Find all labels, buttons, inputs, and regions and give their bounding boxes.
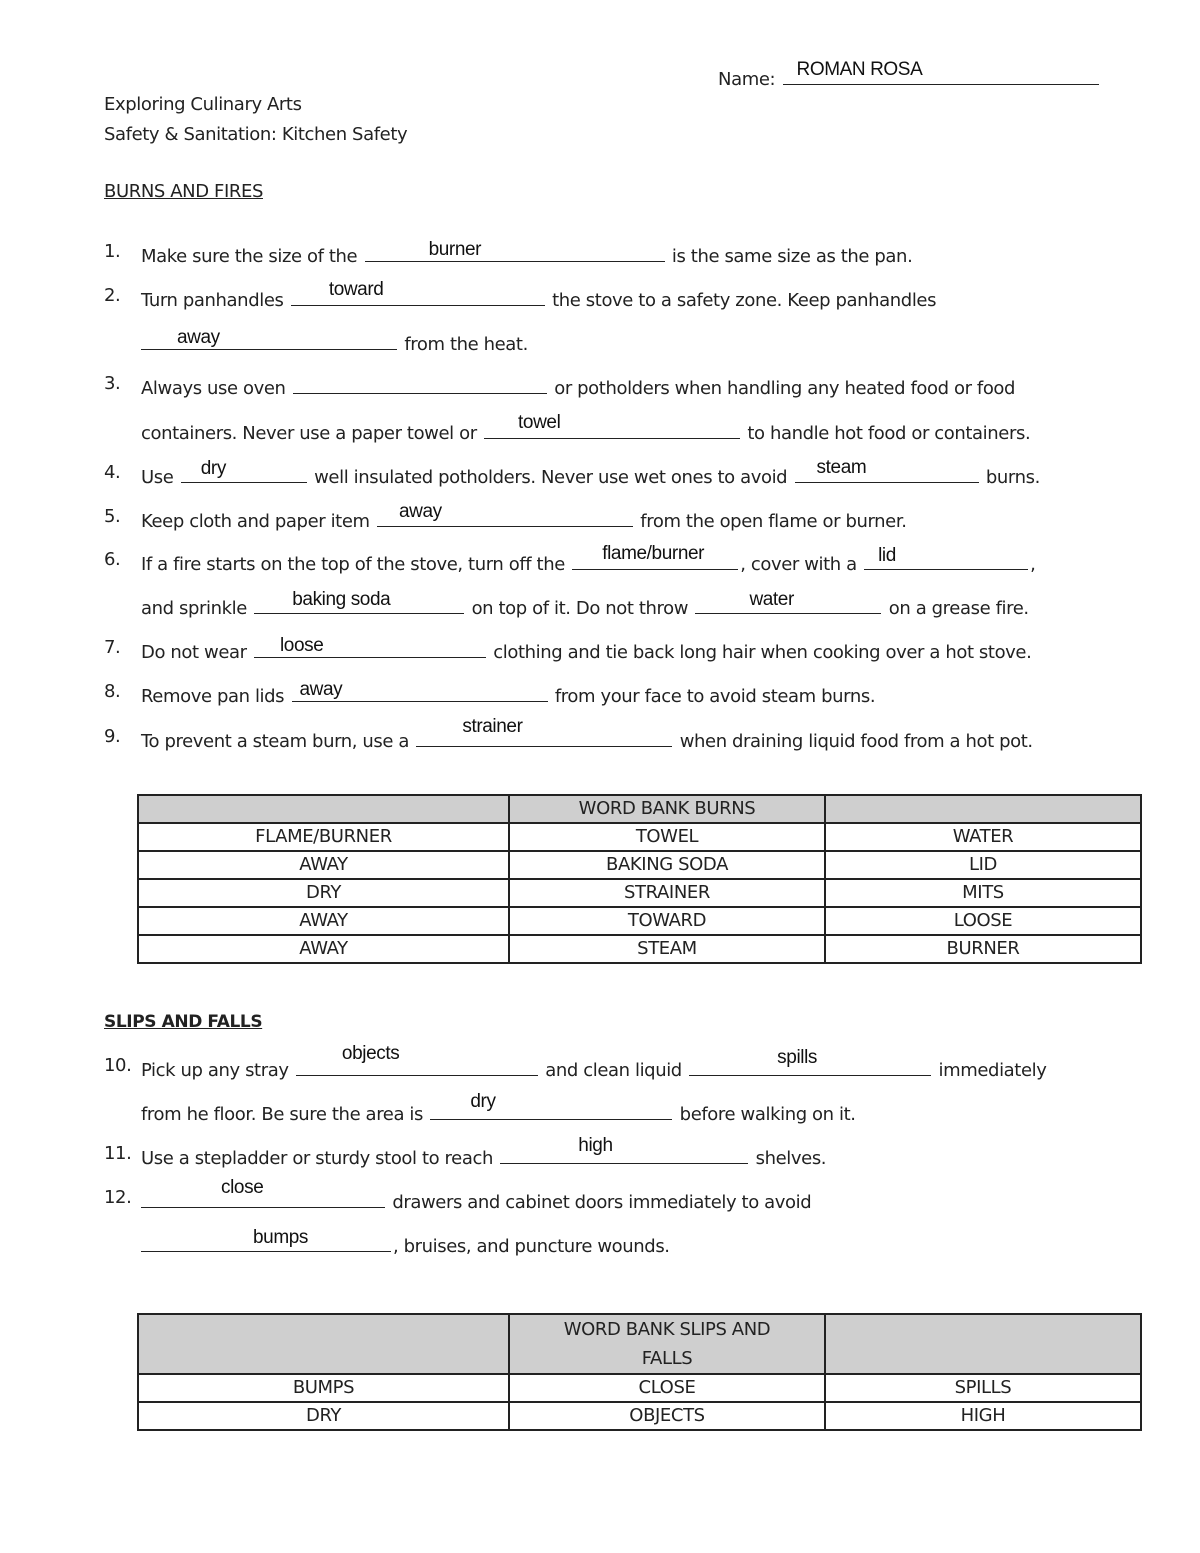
name-row (718, 59, 1101, 90)
q12-text-a: drawers and cabinet doors immediately to avoid (392, 1192, 812, 1213)
table-cell: DRY (138, 1402, 509, 1430)
table-cell: BURNER (825, 935, 1141, 963)
q10-blank-2[interactable] (689, 1047, 931, 1076)
burns-heading: BURNS AND FIRES (104, 181, 263, 202)
word-bank-slips-title (509, 1314, 825, 1374)
q7-text-a: Do not wear (141, 642, 247, 663)
q4-text-c: burns. (985, 467, 1040, 488)
q6-blank-4[interactable] (695, 589, 881, 614)
table-row (138, 1374, 1141, 1402)
q3-text-b: or potholders when handling any heated food or food (554, 378, 1016, 399)
header-cell-empty (138, 795, 509, 823)
q4-answer-2: steam (816, 457, 867, 478)
q5-blank[interactable] (377, 501, 633, 527)
q12-number: 12. (104, 1187, 132, 1208)
q12-answer-2: bumps (253, 1227, 309, 1248)
name-field[interactable] (783, 59, 1099, 85)
q8-number: 8. (104, 681, 121, 702)
q5-text-a: Keep cloth and paper item (141, 511, 370, 532)
q10-text-a: Pick up any stray (141, 1060, 289, 1081)
q11-text-a: Use a stepladder or sturdy stool to reach (141, 1148, 493, 1169)
q10-answer-2: spills (777, 1047, 818, 1068)
table-row (138, 907, 1141, 935)
q12-blank-2[interactable] (141, 1227, 391, 1252)
table-cell: AWAY (138, 851, 509, 879)
question-5 (141, 501, 907, 532)
question-4 (141, 457, 1040, 488)
q1-text-b: is the same size as the pan. (671, 246, 913, 267)
q7-blank[interactable] (254, 637, 486, 658)
table-cell: AWAY (138, 907, 509, 935)
table-cell: TOWEL (509, 823, 825, 851)
q4-answer-1: dry (200, 458, 226, 479)
q8-answer: away (299, 679, 343, 700)
header-cell-empty (138, 1314, 509, 1374)
q3-blank-1[interactable] (293, 373, 547, 394)
q3-answer-2: towel (518, 412, 561, 433)
q2-answer-1: toward (328, 279, 384, 300)
q4-number: 4. (104, 462, 121, 483)
q2-blank-2[interactable] (141, 329, 397, 350)
question-12 (141, 1177, 812, 1213)
q10-number: 10. (104, 1055, 132, 1076)
q5-number: 5. (104, 506, 121, 527)
q4-text-b: well insulated potholders. Never use wet ones to avoid (314, 467, 788, 488)
table-row (138, 1402, 1141, 1430)
q2-text-c: from the heat. (404, 334, 528, 355)
q6-text-e: on top of it. Do not throw (471, 598, 689, 619)
question-2 (141, 279, 937, 311)
question-9 (141, 716, 1033, 752)
slips-heading: SLIPS AND FALLS (104, 1012, 263, 1032)
table-cell: DRY (138, 879, 509, 907)
q1-answer: burner (428, 239, 482, 260)
q10-answer-3: dry (470, 1091, 496, 1112)
q9-text-b: when draining liquid food from a hot pot. (679, 731, 1033, 752)
word-bank-burns-table (137, 794, 1142, 964)
q6-text-c: , (1030, 554, 1036, 575)
q6-answer-4: water (749, 589, 794, 610)
q10-text-e: before walking on it. (679, 1104, 856, 1125)
q10-text-c: immediately (938, 1060, 1047, 1081)
q7-answer: loose (279, 635, 324, 656)
q1-blank[interactable] (365, 241, 665, 262)
table-cell: BAKING SODA (509, 851, 825, 879)
q10-blank-3[interactable] (430, 1091, 672, 1120)
q12-text-b: , bruises, and puncture wounds. (393, 1236, 670, 1257)
course-title: Exploring Culinary Arts (104, 94, 302, 115)
q6-answer-3: baking soda (292, 589, 391, 610)
q11-number: 11. (104, 1143, 132, 1164)
question-7 (141, 637, 1031, 663)
q2-text-a: Turn panhandles (141, 290, 284, 311)
question-6 (141, 543, 1036, 575)
q5-answer: away (398, 501, 442, 522)
name-label: Name: (718, 69, 776, 90)
question-2-cont (141, 329, 528, 355)
q6-text-f: on a grease fire. (888, 598, 1029, 619)
q6-answer-2: lid (878, 545, 896, 566)
q6-blank-2[interactable] (864, 545, 1028, 570)
q3-text-a: Always use oven (141, 378, 286, 399)
q12-blank-1[interactable] (141, 1177, 385, 1208)
q3-text-d: to handle hot food or containers. (747, 423, 1031, 444)
q3-blank-2[interactable] (484, 412, 740, 439)
q2-answer-2: away (177, 327, 220, 348)
table-cell: BUMPS (138, 1374, 509, 1402)
table-header-row (138, 795, 1141, 823)
q2-text-b: the stove to a safety zone. Keep panhandles (552, 290, 937, 311)
q6-answer-1: flame/burner (602, 543, 705, 564)
q2-number: 2. (104, 285, 121, 306)
q12-answer-1: close (221, 1177, 264, 1198)
q2-blank-1[interactable] (291, 279, 545, 306)
q6-blank-1[interactable] (572, 543, 738, 570)
q8-text-b: from your face to avoid steam burns. (554, 686, 876, 707)
q10-text-d: from he floor. Be sure the area is (141, 1104, 424, 1125)
question-3-cont (141, 412, 1031, 444)
q11-answer: high (578, 1135, 613, 1156)
table-row (138, 851, 1141, 879)
q3-number: 3. (104, 373, 121, 394)
question-10 (141, 1043, 1047, 1081)
q9-number: 9. (104, 726, 121, 747)
q8-text-a: Remove pan lids (141, 686, 285, 707)
table-row (138, 935, 1141, 963)
name-value: ROMAN ROSA (796, 59, 923, 80)
q11-blank[interactable] (500, 1135, 748, 1164)
q6-blank-3[interactable] (254, 589, 464, 614)
q6-number: 6. (104, 549, 121, 570)
table-cell: STRAINER (509, 879, 825, 907)
q9-text-a: To prevent a steam burn, use a (141, 731, 410, 752)
q3-text-c: containers. Never use a paper towel or (141, 423, 477, 444)
q9-answer: strainer (462, 716, 523, 737)
table-cell: HIGH (825, 1402, 1141, 1430)
table-cell: OBJECTS (509, 1402, 825, 1430)
question-3 (141, 373, 1015, 399)
q6-text-d: and sprinkle (141, 598, 247, 619)
q4-blank-2[interactable] (795, 457, 979, 483)
table-row (138, 879, 1141, 907)
q6-text-b: , cover with a (740, 554, 857, 575)
q11-text-b: shelves. (755, 1148, 827, 1169)
table-row (138, 823, 1141, 851)
question-8 (141, 681, 875, 707)
table-cell: LID (825, 851, 1141, 879)
question-10-cont (141, 1091, 856, 1125)
word-bank-burns-title: WORD BANK BURNS (509, 795, 825, 823)
word-bank-slips-title-line1: WORD BANK SLIPS AND (563, 1319, 771, 1340)
question-12-cont (141, 1227, 670, 1257)
q10-blank-1[interactable] (296, 1043, 538, 1076)
table-cell: CLOSE (509, 1374, 825, 1402)
header-cell-empty (825, 795, 1141, 823)
q7-number: 7. (104, 637, 121, 658)
q6-text-a: If a fire starts on the top of the stove, turn off the (141, 554, 565, 575)
q7-text-b: clothing and tie back long hair when cooking over a hot stove. (493, 642, 1032, 663)
table-cell: TOWARD (509, 907, 825, 935)
q1-number: 1. (104, 241, 121, 262)
q4-text-a: Use (141, 467, 174, 488)
table-cell: FLAME/BURNER (138, 823, 509, 851)
header-cell-empty (825, 1314, 1141, 1374)
q9-blank[interactable] (416, 716, 672, 747)
table-cell: SPILLS (825, 1374, 1141, 1402)
table-cell: MITS (825, 879, 1141, 907)
question-1 (141, 241, 912, 267)
table-header-row (138, 1314, 1141, 1374)
word-bank-slips-table (137, 1313, 1142, 1431)
table-cell: WATER (825, 823, 1141, 851)
q10-answer-1: objects (341, 1043, 400, 1064)
q4-blank-1[interactable] (181, 458, 307, 483)
table-cell: STEAM (509, 935, 825, 963)
table-cell: AWAY (138, 935, 509, 963)
q8-blank[interactable] (292, 681, 548, 702)
word-bank-slips-title-line2: FALLS (641, 1348, 693, 1369)
unit-title: Safety & Sanitation: Kitchen Safety (104, 124, 408, 145)
q10-text-b: and clean liquid (545, 1060, 682, 1081)
table-cell: LOOSE (825, 907, 1141, 935)
question-11 (141, 1135, 827, 1169)
question-6-cont (141, 589, 1029, 619)
q5-text-b: from the open flame or burner. (640, 511, 907, 532)
q1-text-a: Make sure the size of the (141, 246, 358, 267)
